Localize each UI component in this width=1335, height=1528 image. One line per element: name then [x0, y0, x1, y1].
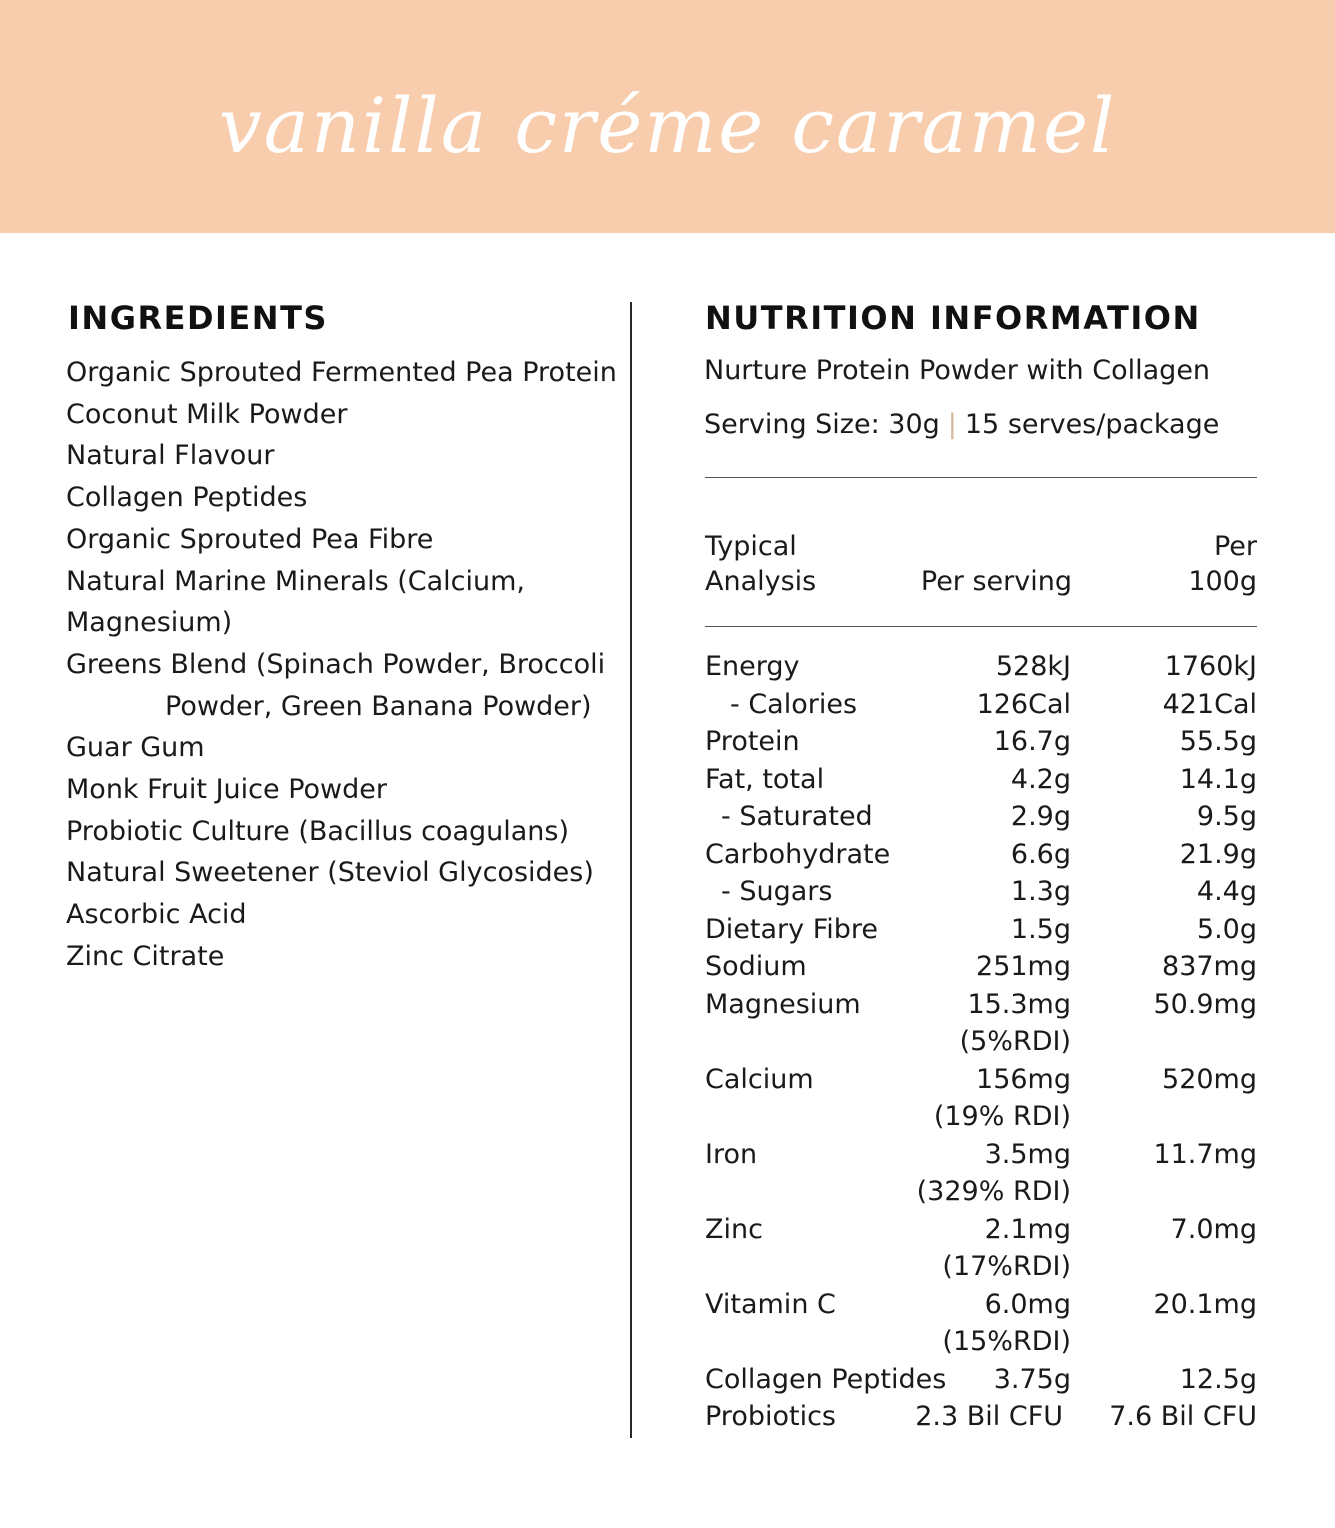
- nutrition-row: [705, 911, 1257, 949]
- nutrient-label: Zinc: [705, 1213, 763, 1245]
- rdi-value: (5%RDI): [959, 1026, 1071, 1057]
- nutrient-label: Probiotics: [705, 1401, 836, 1432]
- per-100g-value: 1760kJ: [1164, 651, 1257, 682]
- nutrition-row: [705, 761, 1257, 799]
- per-100g-value: 9.5g: [1196, 801, 1257, 832]
- per-serving-value: 6.6g: [1010, 838, 1071, 870]
- nutrient-label: Iron: [705, 1138, 758, 1170]
- ingredients-list: [66, 352, 626, 978]
- nutrition-row: [705, 986, 1257, 1061]
- per-serving-value: 3.75g: [993, 1363, 1071, 1395]
- per-serving-value: 16.7g: [993, 726, 1071, 757]
- nutrition-row: [705, 1211, 1257, 1286]
- per-serving-value: 528kJ: [995, 651, 1071, 682]
- per-100g-value: 21.9g: [1179, 838, 1257, 870]
- rule-top: [705, 477, 1257, 478]
- per-100g-value: 4.4g: [1196, 876, 1257, 907]
- nutrition-row: [705, 1361, 1257, 1399]
- ingredient-line: Guar Gum: [66, 732, 205, 764]
- per-serving-value: 2.3 Bil CFU: [915, 1401, 1063, 1432]
- nutrient-label: Calcium: [705, 1063, 814, 1095]
- column-divider: [630, 302, 632, 1438]
- nutrient-label: - Calories: [730, 688, 858, 720]
- nutrition-row: [705, 836, 1257, 874]
- per-serving-value: 156mg: [976, 1063, 1071, 1095]
- nutrition-row: [705, 798, 1257, 836]
- col-head-per-100g: [1188, 529, 1257, 599]
- nutrition-row: [705, 1061, 1257, 1136]
- nutrition-row: [705, 686, 1257, 724]
- product-name: Nurture Protein Powder with Collagen: [704, 355, 1211, 386]
- nutrient-label: Carbohydrate: [705, 838, 891, 870]
- per-100g-value: 5.0g: [1196, 913, 1257, 945]
- per-100g-value: 7.6 Bil CFU: [1109, 1401, 1257, 1432]
- nutrient-label: Sodium: [705, 951, 807, 982]
- nutrition-row: [705, 648, 1257, 686]
- nutrient-label: Protein: [705, 726, 800, 757]
- per-serving-value: 126Cal: [976, 688, 1071, 720]
- ingredient-line: Greens Blend (Spinach Powder, Broccoli: [66, 648, 606, 680]
- nutrient-label: Dietary Fibre: [705, 913, 879, 945]
- nutrition-row: [705, 723, 1257, 761]
- ingredient-line: Organic Sprouted Pea Fibre: [66, 523, 434, 555]
- per-100g-value: 520mg: [1162, 1063, 1257, 1095]
- per-100g-value: 50.9mg: [1153, 988, 1257, 1020]
- serving-size: Serving Size: 30g: [704, 409, 940, 440]
- per-serving-value: 2.9g: [1010, 801, 1071, 832]
- col-head-per-serving: Per serving: [920, 566, 1072, 597]
- per-100g-value: 12.5g: [1179, 1363, 1257, 1395]
- col-head-analysis-line1: Typical: [705, 531, 797, 562]
- rdi-value: (17%RDI): [942, 1251, 1071, 1282]
- nutrition-heading: NUTRITION INFORMATION: [705, 299, 1201, 337]
- rule-middle: [705, 626, 1257, 627]
- col-head-per-100g-line1: Per: [1213, 531, 1257, 562]
- per-serving-value: 3.5mg: [984, 1138, 1071, 1170]
- per-100g-value: 20.1mg: [1153, 1288, 1257, 1320]
- per-serving-value: 251mg: [976, 951, 1071, 982]
- nutrient-label: Collagen Peptides: [705, 1363, 947, 1395]
- ingredients-heading: INGREDIENTS: [68, 299, 328, 337]
- nutrient-label: - Saturated: [721, 801, 873, 832]
- nutrient-label: Energy: [705, 651, 800, 682]
- rdi-value: (19% RDI): [933, 1101, 1071, 1132]
- nutrient-label: - Sugars: [721, 876, 833, 907]
- nutrition-row: [705, 1136, 1257, 1211]
- nutrition-row: [705, 1398, 1257, 1436]
- nutrient-label: Fat, total: [705, 763, 825, 795]
- rdi-value: (15%RDI): [942, 1326, 1071, 1357]
- ingredient-line: Probiotic Culture (Bacillus coagulans): [66, 815, 570, 847]
- ingredient-line: Zinc Citrate: [66, 940, 225, 972]
- nutrition-row: [705, 1286, 1257, 1361]
- per-100g-value: 837mg: [1162, 951, 1257, 982]
- per-serving-value: 4.2g: [1010, 763, 1071, 795]
- col-head-analysis-line2: Analysis: [705, 566, 817, 597]
- per-serving-value: 2.1mg: [984, 1213, 1071, 1245]
- per-100g-value: 7.0mg: [1170, 1213, 1257, 1245]
- per-serving-value: 1.3g: [1010, 876, 1071, 907]
- ingredient-line: Coconut Milk Powder: [66, 398, 348, 430]
- per-serving-value: 1.5g: [1010, 913, 1071, 945]
- nutrition-row: [705, 948, 1257, 986]
- nutrient-label: Magnesium: [705, 988, 861, 1020]
- col-head-per-100g-line2: 100g: [1188, 566, 1257, 597]
- per-100g-value: 421Cal: [1162, 688, 1257, 720]
- ingredient-line: Natural Flavour: [66, 440, 275, 472]
- rdi-value: (329% RDI): [916, 1176, 1071, 1207]
- ingredient-line: Powder, Green Banana Powder): [165, 690, 592, 722]
- serving-separator: |: [947, 409, 957, 440]
- ingredient-line: Natural Marine Minerals (Calcium,: [66, 565, 526, 597]
- nutrition-table: [705, 648, 1257, 1436]
- nutrient-label: Vitamin C: [705, 1288, 836, 1320]
- ingredient-line: Natural Sweetener (Steviol Glycosides): [66, 857, 594, 889]
- per-100g-value: 11.7mg: [1153, 1138, 1257, 1170]
- title-banner: [0, 0, 1335, 233]
- serves-per-package: 15 serves/package: [964, 409, 1220, 440]
- ingredient-line: Monk Fruit Juice Powder: [66, 774, 387, 806]
- col-head-analysis: [705, 529, 816, 599]
- serving-info: [704, 411, 1219, 438]
- nutrition-row: [705, 873, 1257, 911]
- flavour-title: vanilla créme caramel: [218, 81, 1117, 170]
- per-serving-value: 15.3mg: [967, 988, 1071, 1020]
- ingredient-line: Organic Sprouted Fermented Pea Protein: [66, 357, 617, 388]
- ingredient-line: Magnesium): [66, 607, 233, 639]
- per-100g-value: 55.5g: [1179, 726, 1257, 757]
- per-100g-value: 14.1g: [1179, 763, 1257, 795]
- per-serving-value: 6.0mg: [984, 1288, 1071, 1320]
- ingredient-line: Collagen Peptides: [66, 482, 308, 514]
- ingredient-line: Ascorbic Acid: [66, 899, 247, 931]
